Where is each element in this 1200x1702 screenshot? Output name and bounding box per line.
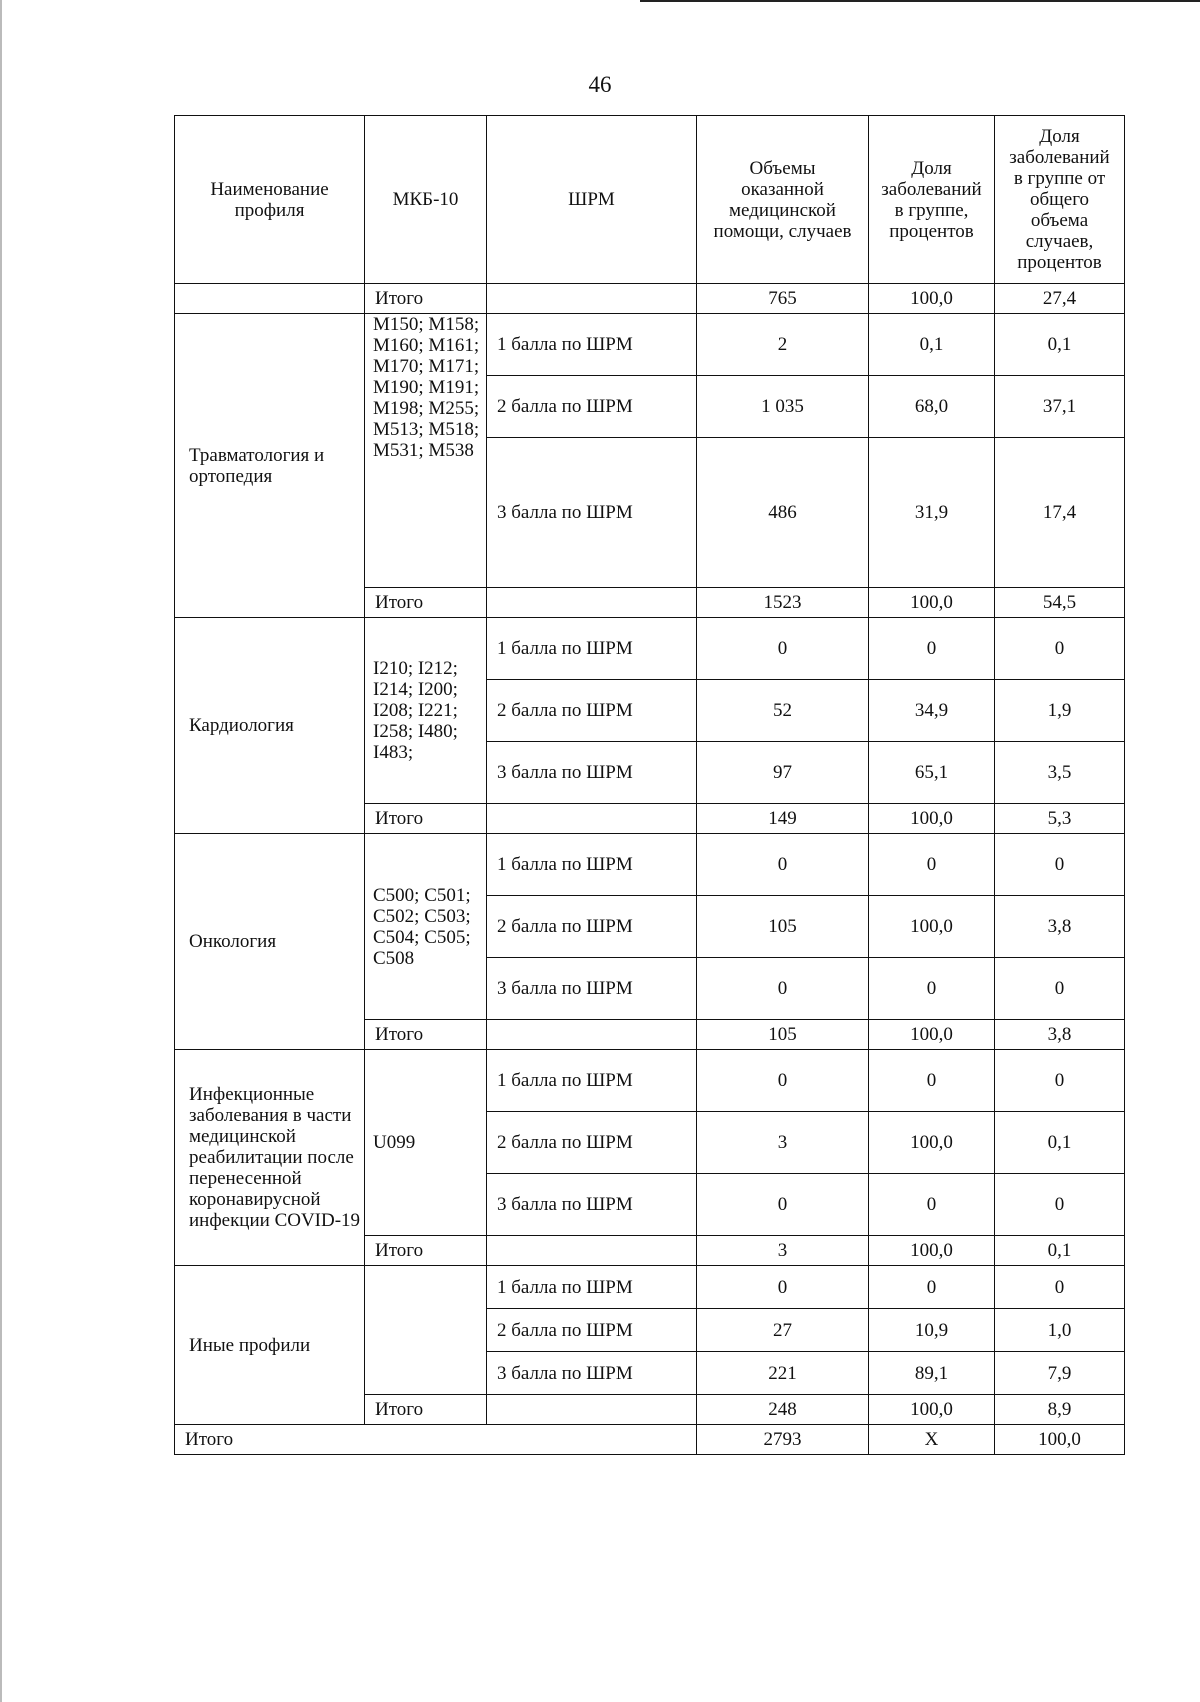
group-total-volume: 3 [697, 1236, 869, 1266]
volume-cell: 0 [697, 1050, 869, 1112]
icd-codes: U099 [365, 1050, 487, 1236]
volume-cell: 97 [697, 742, 869, 804]
group-total-empty [487, 1020, 697, 1050]
header-share-total: Доля заболеваний в группе от общего объема случаев, процентов [995, 116, 1125, 284]
header-shrm: ШРМ [487, 116, 697, 284]
shrm-score: 1 балла по ШРМ [487, 834, 697, 896]
shrm-score: 2 балла по ШРМ [487, 376, 697, 438]
group-total-share-group: 100,0 [869, 804, 995, 834]
volume-cell: 0 [697, 834, 869, 896]
grand-total-row [175, 1425, 1125, 1455]
groups-body [175, 314, 1125, 1425]
group-total-share-group: 100,0 [869, 588, 995, 618]
profile-name: Онкология [175, 834, 365, 1050]
group-total-share-group: 100,0 [869, 1236, 995, 1266]
group-total-volume: 149 [697, 804, 869, 834]
icd-codes: M150; M158; M160; M161; M170; M171; M190; M191; M198; M255; M513; M518; M531; M538 [365, 314, 487, 588]
shrm-score: 3 балла по ШРМ [487, 1174, 697, 1236]
group-total-share-total: 3,8 [995, 1020, 1125, 1050]
group-total-empty [487, 588, 697, 618]
prev-total-share-group: 100,0 [869, 284, 995, 314]
prev-total-label: Итого [365, 284, 487, 314]
share-total-cell: 17,4 [995, 438, 1125, 588]
header-profile: Наименование профиля [175, 116, 365, 284]
share-total-cell: 3,5 [995, 742, 1125, 804]
share-group-cell: 10,9 [869, 1309, 995, 1352]
share-group-cell: 100,0 [869, 896, 995, 958]
group-total-label: Итого [365, 588, 487, 618]
share-group-cell: 0 [869, 958, 995, 1020]
left-edge-rule [0, 0, 2, 1702]
share-total-cell: 0,1 [995, 1112, 1125, 1174]
volume-cell: 0 [697, 1266, 869, 1309]
group-total-volume: 1523 [697, 588, 869, 618]
profile-name: Кардиология [175, 618, 365, 834]
group-total-empty [487, 804, 697, 834]
volume-cell: 0 [697, 958, 869, 1020]
shrm-score: 2 балла по ШРМ [487, 680, 697, 742]
profile-name: Иные профили [175, 1266, 365, 1425]
grand-total-label: Итого [175, 1425, 697, 1455]
share-total-cell: 0 [995, 1050, 1125, 1112]
share-group-cell: 34,9 [869, 680, 995, 742]
group-total-label: Итого [365, 804, 487, 834]
volume-cell: 52 [697, 680, 869, 742]
shrm-score: 3 балла по ШРМ [487, 438, 697, 588]
header-share-group: Доля заболеваний в группе, процентов [869, 116, 995, 284]
group-total-share-total: 0,1 [995, 1236, 1125, 1266]
shrm-score: 1 балла по ШРМ [487, 1266, 697, 1309]
volume-cell: 2 [697, 314, 869, 376]
header-row [175, 116, 1125, 284]
shrm-score: 3 балла по ШРМ [487, 742, 697, 804]
page-number: 46 [588, 72, 612, 97]
share-total-cell: 0 [995, 1266, 1125, 1309]
share-total-cell: 1,0 [995, 1309, 1125, 1352]
share-total-cell: 0 [995, 618, 1125, 680]
top-rule [640, 0, 1200, 2]
group-total-label: Итого [365, 1020, 487, 1050]
shrm-score: 3 балла по ШРМ [487, 1352, 697, 1395]
rehab-table [174, 115, 1125, 1455]
volume-cell: 3 [697, 1112, 869, 1174]
prev-total-empty [175, 284, 365, 314]
share-group-cell: 100,0 [869, 1112, 995, 1174]
share-group-cell: 65,1 [869, 742, 995, 804]
prev-total-row [175, 284, 1125, 314]
shrm-score: 3 балла по ШРМ [487, 958, 697, 1020]
volume-cell: 27 [697, 1309, 869, 1352]
profile-name: Инфекционные заболевания в части медицинской реабилитации после перенесенной коронавирусной инфекции COVID-19 [175, 1050, 365, 1266]
grand-total-share-group: X [869, 1425, 995, 1455]
table-row [175, 1050, 1125, 1112]
shrm-score: 2 балла по ШРМ [487, 1309, 697, 1352]
share-total-cell: 1,9 [995, 680, 1125, 742]
prev-total-volume: 765 [697, 284, 869, 314]
table-row [175, 1266, 1125, 1309]
volume-cell: 1 035 [697, 376, 869, 438]
share-group-cell: 0 [869, 834, 995, 896]
volume-cell: 486 [697, 438, 869, 588]
header-icd: МКБ-10 [365, 116, 487, 284]
prev-total-share-total: 27,4 [995, 284, 1125, 314]
shrm-score: 2 балла по ШРМ [487, 896, 697, 958]
table-row [175, 834, 1125, 896]
share-group-cell: 0,1 [869, 314, 995, 376]
share-total-cell: 0 [995, 1174, 1125, 1236]
group-total-share-total: 8,9 [995, 1395, 1125, 1425]
share-total-cell: 7,9 [995, 1352, 1125, 1395]
group-total-share-total: 5,3 [995, 804, 1125, 834]
shrm-score: 1 балла по ШРМ [487, 618, 697, 680]
share-group-cell: 31,9 [869, 438, 995, 588]
volume-cell: 0 [697, 618, 869, 680]
share-group-cell: 68,0 [869, 376, 995, 438]
group-total-empty [487, 1236, 697, 1266]
share-total-cell: 0,1 [995, 314, 1125, 376]
share-group-cell: 0 [869, 1050, 995, 1112]
header-volume: Объемы оказанной медицинской помощи, случаев [697, 116, 869, 284]
share-total-cell: 0 [995, 958, 1125, 1020]
volume-cell: 0 [697, 1174, 869, 1236]
share-group-cell: 89,1 [869, 1352, 995, 1395]
group-total-label: Итого [365, 1236, 487, 1266]
group-total-volume: 105 [697, 1020, 869, 1050]
group-total-share-group: 100,0 [869, 1395, 995, 1425]
icd-codes: C500; C501; C502; C503; C504; C505; C508 [365, 834, 487, 1020]
share-total-cell: 3,8 [995, 896, 1125, 958]
icd-codes [365, 1266, 487, 1395]
table-row [175, 618, 1125, 680]
table-row [175, 314, 1125, 376]
group-total-share-total: 54,5 [995, 588, 1125, 618]
group-total-volume: 248 [697, 1395, 869, 1425]
shrm-score: 1 балла по ШРМ [487, 314, 697, 376]
grand-total-share-total: 100,0 [995, 1425, 1125, 1455]
shrm-score: 2 балла по ШРМ [487, 1112, 697, 1174]
shrm-score: 1 балла по ШРМ [487, 1050, 697, 1112]
volume-cell: 221 [697, 1352, 869, 1395]
share-group-cell: 0 [869, 1174, 995, 1236]
share-group-cell: 0 [869, 1266, 995, 1309]
group-total-empty [487, 1395, 697, 1425]
profile-name: Травматология и ортопедия [175, 314, 365, 618]
group-total-label: Итого [365, 1395, 487, 1425]
share-total-cell: 37,1 [995, 376, 1125, 438]
volume-cell: 105 [697, 896, 869, 958]
share-total-cell: 0 [995, 834, 1125, 896]
icd-codes: I210; I212; I214; I200; I208; I221; I258; I480; I483; [365, 618, 487, 804]
prev-total-empty-shrm [487, 284, 697, 314]
share-group-cell: 0 [869, 618, 995, 680]
group-total-share-group: 100,0 [869, 1020, 995, 1050]
grand-total-volume: 2793 [697, 1425, 869, 1455]
